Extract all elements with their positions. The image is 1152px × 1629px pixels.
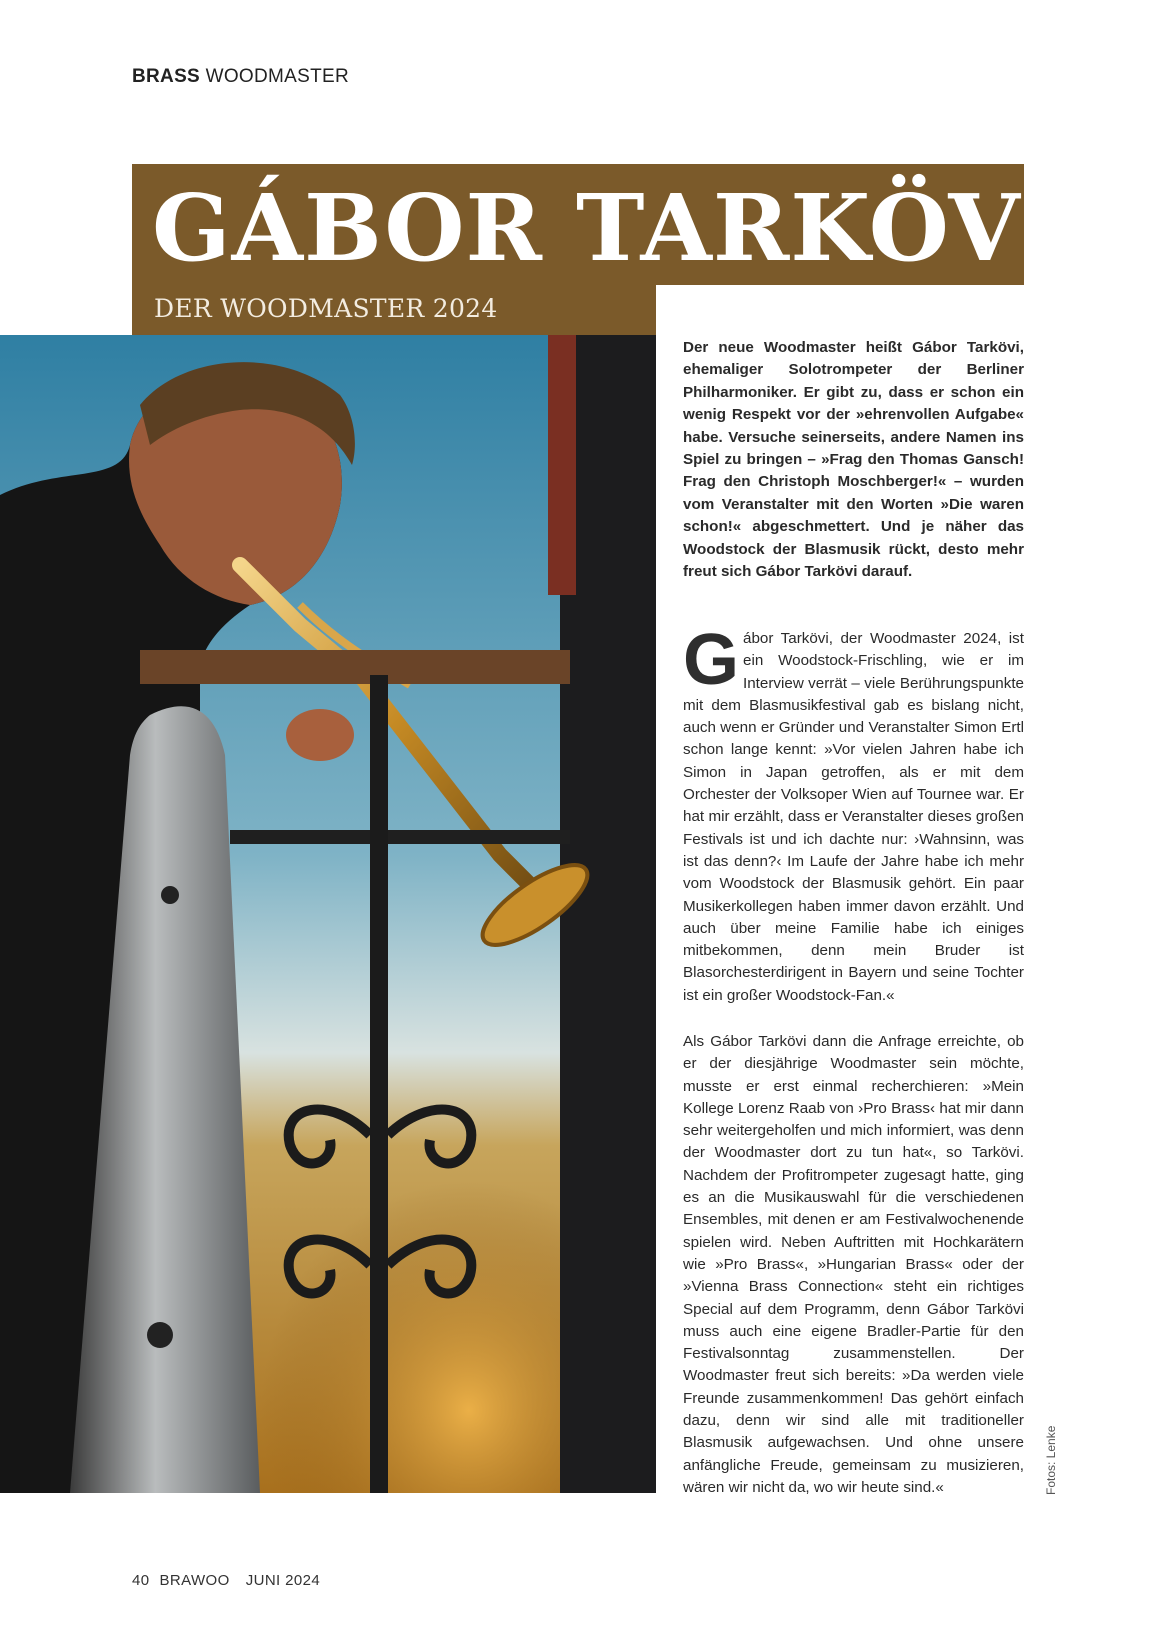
section-name-light: WOODMASTER <box>205 66 349 87</box>
body-paragraph-2: Als Gábor Tarkövi dann die Anfrage erreichte, ob er der diesjährige Woodmaster sein möchte, musste er erst einmal recherchieren: »Mein Kollege Lorenz Raab von ›Pro Brass‹ hat mir dann sehr weitergeholfen und mich informiert, was denn der Woodmaster dort zu tun hat«, so Tarkövi. Nachdem der Profitrompeter zugesagt hatte, ging es an die Musikauswahl für die verschiedenen Ensembles, mit denen er am Festivalwochenende spielen wird. Neben Auftritten mit Hochkarätern wie »Pro Brass«, »Hungarian Brass« oder der »Vienna Brass Connection« steht ein richtiges Special auf dem Programm, denn Gábor Tarkövi muss auch eine eigene Bradler-Partie für den Festivalsonntag zusammenstellen. Der Woodmaster freut sich bereits: »Da werden viele Freunde zusammenkommen! Das gehört einfach dazu, denn wir sind alle mit traditioneller Blasmusik aufgewachsen. Und ohne unsere anfängliche Freude, gemeinsam zu musizieren, wären wir nicht da, wo wir heute sind.« <box>683 1033 1024 1496</box>
subtitle-banner <box>132 285 656 335</box>
drop-cap: G <box>683 620 740 700</box>
article-title: GÁBOR TARKÖVI <box>152 174 1065 282</box>
page-number: 40 <box>132 1572 150 1589</box>
trumpeter-photo <box>0 335 656 1493</box>
running-head <box>132 66 349 88</box>
article-subtitle: DER WOODMASTER 2024 <box>154 294 498 323</box>
title-banner <box>132 164 1065 285</box>
magazine-name: BRAWOO <box>159 1572 230 1589</box>
section-name-bold: BRASS <box>132 66 201 87</box>
photo-credit: Fotos: Lenke <box>1044 1425 1058 1495</box>
body-paragraph-1 <box>683 620 1024 1007</box>
page-footer <box>132 1572 330 1589</box>
body-paragraph-1-text: ábor Tarkövi, der Woodmaster 2024, ist ein Woodstock-Frischling, wie er im Interview verrät – viele Berührungspunkte mit dem Blasmusikfestival gab es bislang nicht, auch wenn er Gründer und Veranstalter Simon Ertl schon lange kennt: »Vor vielen Jahren habe ich Simon in Japan getroffen, als er mit dem Orchester der Volksoper Wien auf Tournee war. Er hat mir erzählt, dass er Veranstalter dieses großen Festivals ist und ich dachte nur: ›Wahnsinn, was ist das denn?‹ Im Laufe der Jahre habe ich mehr vom Woodstock der Blasmusik gehört. Ein paar Musikerkollegen haben immer davon erzählt. Und auch über meine Familie habe ich einiges mitbekommen, denn mein Bruder ist Blasorchesterdirigent in Bayern und seine Tochter ist ein großer Woodstock-Fan.« <box>683 630 1024 1004</box>
lead-paragraph: Der neue Woodmaster heißt Gábor Tarkövi, ehemaliger Solotrompeter der Berliner Philharmoniker. Er gibt zu, dass er schon ein wenig Respekt vor der »ehrenvollen Aufgabe« habe. Versuche seinerseits, andere Namen ins Spiel zu bringen – »Frag den Thomas Gansch! Frag den Christoph Moschberger!« – wurden vom Veranstalter mit den Worten »Die waren schon!« abgeschmettert. Und je näher das Woodstock der Blasmusik rückt, desto mehr freut sich Gábor Tarkövi darauf. <box>683 339 1024 581</box>
issue-date: JUNI 2024 <box>245 1572 321 1589</box>
